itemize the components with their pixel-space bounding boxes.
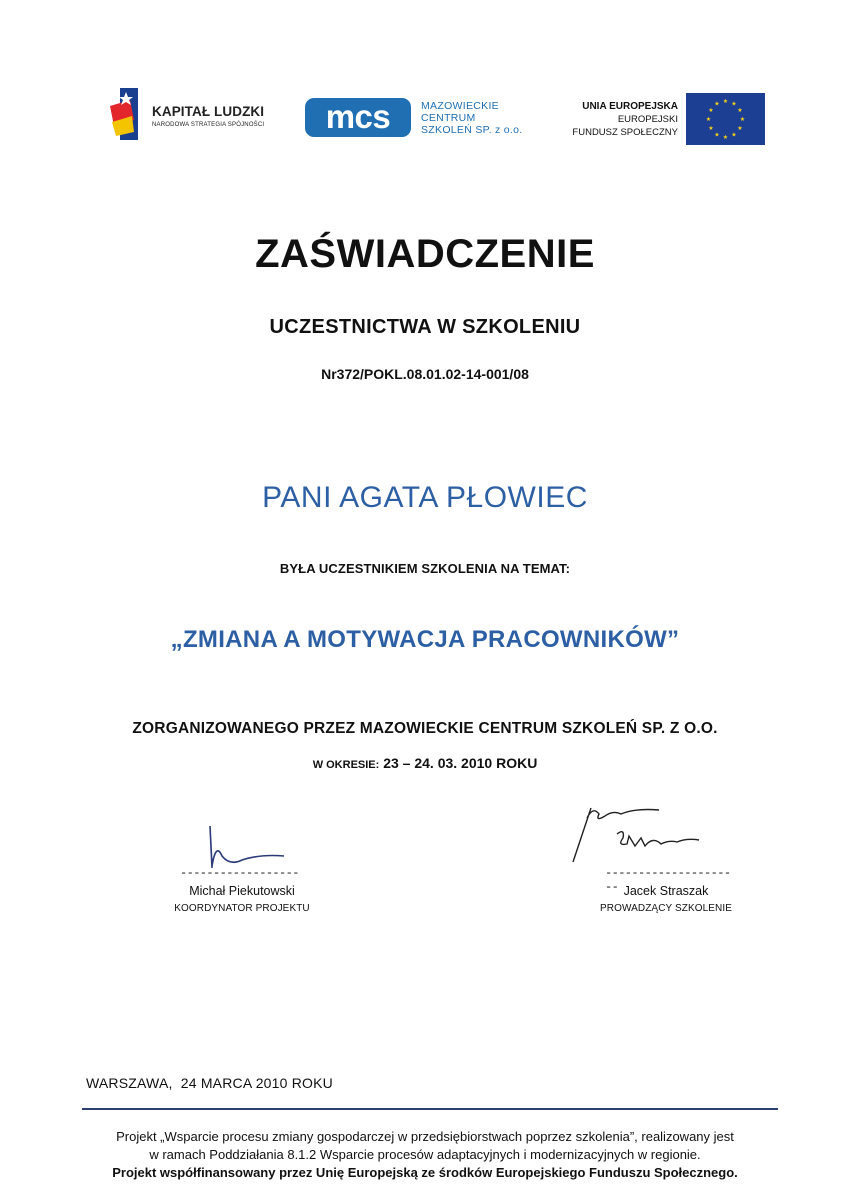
mcs-name xyxy=(421,100,523,136)
svg-text:★: ★ xyxy=(739,116,746,123)
svg-text:★: ★ xyxy=(737,125,743,132)
certificate-number: Nr372/POKL.08.01.02-14-001/08 xyxy=(321,366,529,382)
mcs-name-line1: MAZOWIECKIE xyxy=(421,100,499,112)
signature-1-name: Michał Piekutowski xyxy=(189,884,295,898)
eu-line2: EUROPEJSKI xyxy=(617,114,678,125)
period-label: W OKRESIE: xyxy=(312,759,380,771)
training-period xyxy=(0,755,850,771)
footer-divider xyxy=(82,1108,778,1110)
footer-line2: w ramach Poddziałania 8.1.2 Wsparcie procesów adaptacyjnych i modernizacyjnych w regionie. xyxy=(149,1147,701,1162)
svg-text:★: ★ xyxy=(722,98,729,105)
eu-logo xyxy=(560,92,770,148)
place-and-date: WARSZAWA, 24 MARCA 2010 ROKU xyxy=(86,1075,333,1091)
eu-line3: FUNDUSZ SPOŁECZNY xyxy=(572,127,678,138)
signature-1-icon xyxy=(200,820,290,870)
svg-text:★: ★ xyxy=(708,125,714,132)
signature-1-line: ------------------ xyxy=(180,866,299,880)
organizer: ZORGANIZOWANEGO PRZEZ MAZOWIECKIE CENTRUM SZKOLEŃ SP. Z O.O. xyxy=(132,720,718,737)
kapital-ludzki-subtitle: NARODOWA STRATEGIA SPÓJNOŚCI xyxy=(152,122,265,128)
eu-text xyxy=(560,100,678,139)
kapital-ludzki-title: KAPITAŁ LUDZKI xyxy=(152,104,265,119)
footer-line1: Projekt „Wsparcie procesu zmiany gospodarczej w przedsiębiorstwach poprzez szkolenia”, realizowany jest xyxy=(116,1129,734,1144)
footer-line3: Projekt współfinansowany przez Unię Europejską ze środków Europejskiego Funduszu Społecznego. xyxy=(112,1165,738,1180)
certificate-subtitle: UCZESTNICTWA W SZKOLENIU xyxy=(269,316,581,338)
course-title: „ZMIANA A MOTYWACJA PRACOWNIKÓW” xyxy=(170,626,680,653)
svg-text:★: ★ xyxy=(708,107,714,114)
mcs-mark: mcs xyxy=(305,98,411,137)
mcs-name-line3: SZKOLEŃ SP. z o.o. xyxy=(421,124,523,136)
eu-flag-icon xyxy=(686,93,765,145)
svg-text:★: ★ xyxy=(731,131,737,139)
eu-line1: UNIA EUROPEJSKA xyxy=(582,101,678,112)
svg-text:★: ★ xyxy=(722,134,729,141)
kapital-ludzki-logo xyxy=(108,86,283,142)
signature-2-role: PROWADZĄCY SZKOLENIE xyxy=(599,903,733,914)
signature-2-name: Jacek Straszak xyxy=(623,884,709,898)
footer-note xyxy=(60,1128,790,1182)
mcs-name-line2: CENTRUM xyxy=(421,112,476,124)
svg-text:★: ★ xyxy=(731,100,737,108)
period-value: 23 – 24. 03. 2010 ROKU xyxy=(383,755,538,771)
svg-text:★: ★ xyxy=(714,100,720,108)
svg-text:★: ★ xyxy=(714,131,720,139)
certificate-title: ZAŚWIADCZENIE xyxy=(255,232,595,276)
svg-text:★: ★ xyxy=(737,107,743,114)
signature-2-line: --------------------- xyxy=(605,866,731,894)
training-lead-in: BYŁA UCZESTNIKIEM SZKOLENIA NA TEMAT: xyxy=(279,561,571,576)
signature-1-role: KOORDYNATOR PROJEKTU xyxy=(174,903,310,914)
signature-2-icon xyxy=(565,800,705,866)
recipient-name: PANI AGATA PŁOWIEC xyxy=(262,481,588,514)
svg-text:★: ★ xyxy=(705,116,712,123)
kapital-ludzki-emblem-icon xyxy=(108,86,148,142)
mcs-logo xyxy=(305,98,535,140)
